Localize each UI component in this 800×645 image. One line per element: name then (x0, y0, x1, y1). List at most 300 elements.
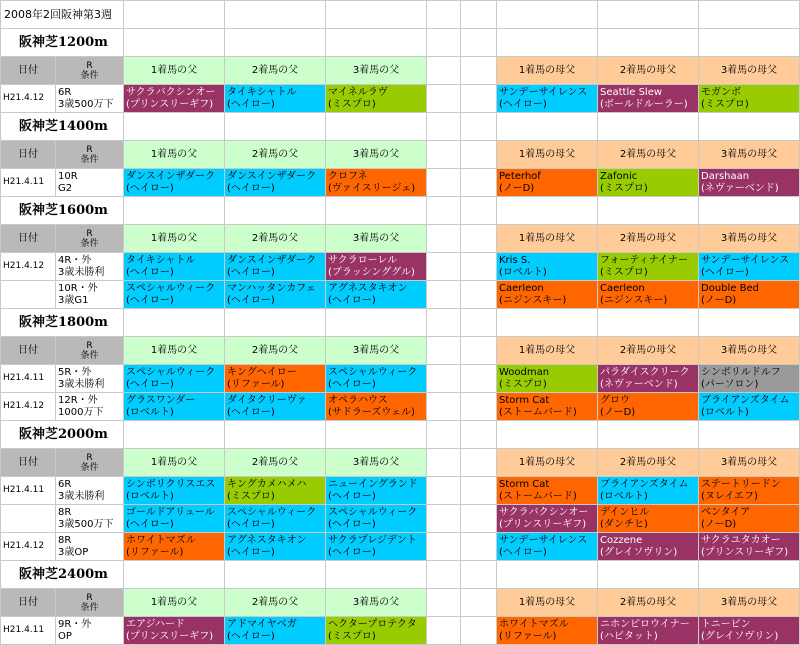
sire-line: (ヴァイスリージェ) (328, 182, 416, 194)
date-header[interactable]: 日付 (1, 589, 56, 617)
date-header[interactable]: 日付 (1, 225, 56, 253)
spacer-cell[interactable] (427, 169, 461, 197)
spacer-cell[interactable] (427, 449, 461, 477)
sire-cell-1[interactable] (124, 281, 225, 309)
race-row (1, 477, 800, 505)
race-row (1, 85, 800, 113)
sire-name: キングカメハメハ (227, 478, 307, 490)
sire-header-2[interactable]: 2着馬の父 (225, 589, 326, 617)
dam-sire-cell-2[interactable] (598, 477, 699, 505)
spacer-cell[interactable] (461, 337, 497, 365)
dam-sire-name: シンボリルドルフ (701, 366, 781, 378)
section-row-empty-cell[interactable] (598, 29, 699, 57)
sire-header-1[interactable]: 1着馬の父 (124, 589, 225, 617)
sire-name: スペシャルウィーク (328, 506, 418, 518)
section-row-empty-cell[interactable] (497, 113, 598, 141)
section-title-row (1, 421, 800, 449)
date-header[interactable]: 日付 (1, 57, 56, 85)
section-row-empty-cell[interactable] (461, 421, 497, 449)
race-date[interactable]: H21.4.11 (1, 477, 56, 505)
section-row-empty-cell[interactable] (598, 421, 699, 449)
race-class: 3歳未勝利 (58, 266, 105, 278)
section-row-empty-cell[interactable] (124, 29, 225, 57)
sire-cell-1[interactable] (124, 533, 225, 561)
sire-cell-1[interactable] (124, 393, 225, 421)
sire-header-3[interactable]: 3着馬の父 (326, 141, 427, 169)
section-row-empty-cell[interactable] (598, 197, 699, 225)
dam-sire-cell-3[interactable] (699, 533, 800, 561)
dam-sire-cell-3[interactable] (699, 253, 800, 281)
sire-header-2[interactable]: 2着馬の父 (225, 57, 326, 85)
spacer-cell[interactable] (461, 281, 497, 309)
race-condition[interactable] (56, 393, 124, 421)
section-row-empty-cell[interactable] (124, 421, 225, 449)
section-row-empty-cell[interactable] (326, 113, 427, 141)
race-row (1, 505, 800, 533)
sire-header-1[interactable]: 1着馬の父 (124, 141, 225, 169)
dam-sire-line: (ネヴァーベンド) (600, 378, 678, 390)
sire-header-3[interactable]: 3着馬の父 (326, 57, 427, 85)
header-row (1, 141, 800, 169)
dam-sire-cell-1[interactable] (497, 505, 598, 533)
dam-sire-name: パラダイスクリーク (600, 366, 690, 378)
dam-sire-header-2[interactable]: 2着馬の母父 (598, 225, 699, 253)
sire-line: (ヘイロー) (328, 490, 376, 502)
dam-sire-header-1[interactable]: 1着馬の母父 (497, 225, 598, 253)
race-header[interactable] (56, 449, 124, 477)
section-title[interactable]: 阪神芝1200m (1, 29, 124, 57)
race-condition[interactable] (56, 169, 124, 197)
sire-line: (ヘイロー) (126, 182, 174, 194)
section-title[interactable]: 阪神芝2000m (1, 421, 124, 449)
race-condition[interactable] (56, 253, 124, 281)
sire-cell-2[interactable] (225, 253, 326, 281)
spacer-cell[interactable] (461, 253, 497, 281)
section-row-empty-cell[interactable] (427, 561, 461, 589)
section-row-empty-cell[interactable] (326, 197, 427, 225)
section-row-empty-cell[interactable] (427, 197, 461, 225)
section-row-empty-cell[interactable] (225, 29, 326, 57)
sire-cell-1[interactable] (124, 505, 225, 533)
dam-sire-cell-2[interactable] (598, 617, 699, 645)
dam-sire-name: Peterhof (499, 170, 541, 182)
section-row-empty-cell[interactable] (497, 29, 598, 57)
sire-name: スペシャルウィーク (328, 366, 418, 378)
sire-cell-3[interactable] (326, 253, 427, 281)
title-row-empty-cell[interactable] (699, 1, 800, 29)
dam-sire-cell-2[interactable] (598, 281, 699, 309)
dam-sire-line: (リファール) (499, 630, 557, 642)
spacer-cell[interactable] (427, 505, 461, 533)
sire-name: オペラハウス (328, 394, 388, 406)
section-row-empty-cell[interactable] (497, 309, 598, 337)
sire-cell-3[interactable] (326, 393, 427, 421)
dam-sire-header-2[interactable]: 2着馬の母父 (598, 337, 699, 365)
dam-sire-line: (ミスプロ) (600, 182, 648, 194)
sire-cell-2[interactable] (225, 617, 326, 645)
title-row-empty-cell[interactable] (326, 1, 427, 29)
sire-line: (ヘイロー) (328, 518, 376, 530)
spacer-cell[interactable] (461, 617, 497, 645)
section-row-empty-cell[interactable] (124, 561, 225, 589)
sire-line: (リファール) (126, 546, 184, 558)
dam-sire-name: Zafonic (600, 170, 638, 182)
spacer-cell[interactable] (461, 393, 497, 421)
sire-line: (ヘイロー) (227, 98, 275, 110)
dam-sire-cell-3[interactable] (699, 281, 800, 309)
sire-cell-3[interactable] (326, 281, 427, 309)
sire-cell-1[interactable] (124, 253, 225, 281)
sire-name: サクラプレジデント (328, 534, 417, 546)
dam-sire-name: トニービン (701, 618, 751, 630)
dam-sire-cell-1[interactable] (497, 281, 598, 309)
sire-line: (ヘイロー) (227, 630, 275, 642)
spacer-cell[interactable] (427, 533, 461, 561)
sire-cell-2[interactable] (225, 477, 326, 505)
dam-sire-line: (パーソロン) (701, 378, 759, 390)
sire-name: アグネスタキオン (328, 282, 408, 294)
sire-header-1[interactable]: 1着馬の父 (124, 225, 225, 253)
section-row-empty-cell[interactable] (598, 561, 699, 589)
sire-header-2[interactable]: 2着馬の父 (225, 141, 326, 169)
sire-header-3[interactable]: 3着馬の父 (326, 337, 427, 365)
sire-cell-2[interactable] (225, 533, 326, 561)
spacer-cell[interactable] (461, 85, 497, 113)
dam-sire-name: ニホンピロウイナー (600, 618, 690, 630)
sire-line: (ロベルト) (126, 490, 174, 502)
dam-sire-header-1[interactable]: 1着馬の母父 (497, 57, 598, 85)
spacer-cell[interactable] (461, 57, 497, 85)
sire-header-2[interactable]: 2着馬の父 (225, 337, 326, 365)
race-date[interactable]: H21.4.12 (1, 253, 56, 281)
sire-name: ゴールドアリュール (126, 506, 215, 518)
section-row-empty-cell[interactable] (699, 561, 800, 589)
section-title-row (1, 113, 800, 141)
sire-name: アグネスタキオン (227, 534, 307, 546)
dam-sire-header-3[interactable]: 3着馬の母父 (699, 449, 800, 477)
sire-cell-3[interactable] (326, 617, 427, 645)
sire-cell-3[interactable] (326, 533, 427, 561)
sire-line: (ロベルト) (126, 406, 174, 418)
sire-cell-2[interactable] (225, 169, 326, 197)
dam-sire-header-3[interactable]: 3着馬の母父 (699, 225, 800, 253)
spacer-cell[interactable] (461, 533, 497, 561)
date-header[interactable]: 日付 (1, 337, 56, 365)
section-row-empty-cell[interactable] (497, 421, 598, 449)
race-header-bottom: 条件 (80, 154, 99, 165)
dam-sire-header-2[interactable]: 2着馬の母父 (598, 141, 699, 169)
sire-line: (ミスプロ) (227, 490, 275, 502)
section-row-empty-cell[interactable] (461, 561, 497, 589)
section-row-empty-cell[interactable] (225, 113, 326, 141)
sire-header-3[interactable]: 3着馬の父 (326, 589, 427, 617)
sire-header-1[interactable]: 1着馬の父 (124, 57, 225, 85)
race-header-top: R (86, 144, 93, 155)
title-row-empty-cell[interactable] (598, 1, 699, 29)
section-title[interactable]: 阪神芝1600m (1, 197, 124, 225)
section-row-empty-cell[interactable] (699, 29, 800, 57)
race-date[interactable]: H21.4.11 (1, 365, 56, 393)
section-row-empty-cell[interactable] (124, 309, 225, 337)
dam-sire-cell-1[interactable] (497, 477, 598, 505)
spacer-cell[interactable] (427, 393, 461, 421)
dam-sire-cell-1[interactable] (497, 617, 598, 645)
dam-sire-cell-2[interactable] (598, 85, 699, 113)
dam-sire-header-3[interactable]: 3着馬の母父 (699, 589, 800, 617)
sire-cell-2[interactable] (225, 505, 326, 533)
section-row-empty-cell[interactable] (326, 29, 427, 57)
section-row-empty-cell[interactable] (497, 561, 598, 589)
race-header[interactable] (56, 225, 124, 253)
dam-sire-line: (ノーD) (701, 294, 737, 306)
race-date[interactable]: H21.4.12 (1, 393, 56, 421)
dam-sire-line: (ノーD) (499, 182, 535, 194)
race-class: 3歳G1 (58, 294, 89, 306)
sire-line: (ヘイロー) (328, 378, 376, 390)
race-number: 5R・外 (58, 366, 92, 378)
sire-cell-3[interactable] (326, 169, 427, 197)
section-row-empty-cell[interactable] (225, 561, 326, 589)
race-condition[interactable] (56, 281, 124, 309)
sire-name: ヘクタープロテクタ (328, 618, 417, 630)
dam-sire-cell-3[interactable] (699, 505, 800, 533)
date-header[interactable]: 日付 (1, 141, 56, 169)
spacer-cell[interactable] (427, 617, 461, 645)
title-row-empty-cell[interactable] (225, 1, 326, 29)
race-row (1, 365, 800, 393)
race-date[interactable]: H21.4.12 (1, 533, 56, 561)
dam-sire-cell-2[interactable] (598, 365, 699, 393)
dam-sire-line: (グレイソヴリン) (701, 630, 779, 642)
sire-header-3[interactable]: 3着馬の父 (326, 449, 427, 477)
dam-sire-name: ブライアンズタイム (600, 478, 689, 490)
spacer-cell[interactable] (461, 169, 497, 197)
sire-line: (プリンスリーギフ) (126, 98, 214, 110)
dam-sire-cell-1[interactable] (497, 253, 598, 281)
race-header[interactable] (56, 337, 124, 365)
section-row-empty-cell[interactable] (427, 113, 461, 141)
race-header-top: R (86, 592, 93, 603)
sire-header-1[interactable]: 1着馬の父 (124, 337, 225, 365)
section-row-empty-cell[interactable] (699, 197, 800, 225)
spacer-cell[interactable] (461, 225, 497, 253)
dam-sire-header-2[interactable]: 2着馬の母父 (598, 57, 699, 85)
race-number: 10R (58, 170, 78, 182)
race-condition[interactable] (56, 365, 124, 393)
race-class: OP (58, 630, 72, 642)
dam-sire-header-2[interactable]: 2着馬の母父 (598, 589, 699, 617)
dam-sire-name: サクラバクシンオー (499, 506, 589, 518)
sire-line: (ヘイロー) (126, 518, 174, 530)
spacer-cell[interactable] (427, 57, 461, 85)
sire-cell-3[interactable] (326, 85, 427, 113)
dam-sire-cell-3[interactable] (699, 393, 800, 421)
section-row-empty-cell[interactable] (326, 421, 427, 449)
sire-cell-3[interactable] (326, 365, 427, 393)
sire-cell-1[interactable] (124, 169, 225, 197)
dam-sire-cell-3[interactable] (699, 617, 800, 645)
sire-cell-1[interactable] (124, 617, 225, 645)
title-row (1, 1, 800, 29)
dam-sire-cell-2[interactable] (598, 533, 699, 561)
dam-sire-line: (ストームバード) (499, 406, 577, 418)
section-title[interactable]: 阪神芝2400m (1, 561, 124, 589)
race-condition[interactable] (56, 505, 124, 533)
spacer-cell[interactable] (427, 589, 461, 617)
dam-sire-cell-1[interactable] (497, 85, 598, 113)
race-header-bottom: 条件 (80, 462, 99, 473)
section-row-empty-cell[interactable] (461, 309, 497, 337)
race-condition[interactable] (56, 477, 124, 505)
race-class: 3歳500万下 (58, 518, 114, 530)
section-row-empty-cell[interactable] (427, 421, 461, 449)
spacer-cell[interactable] (461, 141, 497, 169)
section-row-empty-cell[interactable] (124, 113, 225, 141)
section-row-empty-cell[interactable] (699, 421, 800, 449)
section-title[interactable]: 阪神芝1400m (1, 113, 124, 141)
sire-name: キングヘイロー (227, 366, 297, 378)
dam-sire-line: (ボールドルーラー) (600, 98, 688, 110)
title-row-empty-cell[interactable] (497, 1, 598, 29)
dam-sire-cell-1[interactable] (497, 533, 598, 561)
spacer-cell[interactable] (461, 477, 497, 505)
race-condition[interactable] (56, 617, 124, 645)
dam-sire-header-1[interactable]: 1着馬の母父 (497, 449, 598, 477)
sire-line: (ヘイロー) (227, 406, 275, 418)
sire-cell-2[interactable] (225, 365, 326, 393)
section-row-empty-cell[interactable] (699, 113, 800, 141)
spacer-cell[interactable] (461, 589, 497, 617)
section-row-empty-cell[interactable] (461, 197, 497, 225)
sire-name: ダイタクリーヴァ (227, 394, 307, 406)
dam-sire-cell-2[interactable] (598, 169, 699, 197)
dam-sire-cell-2[interactable] (598, 505, 699, 533)
dam-sire-name: Caerleon (600, 282, 645, 294)
section-row-empty-cell[interactable] (461, 29, 497, 57)
dam-sire-cell-1[interactable] (497, 393, 598, 421)
dam-sire-cell-1[interactable] (497, 365, 598, 393)
section-row-empty-cell[interactable] (427, 309, 461, 337)
section-row-empty-cell[interactable] (598, 113, 699, 141)
spacer-cell[interactable] (427, 253, 461, 281)
section-row-empty-cell[interactable] (225, 421, 326, 449)
race-date[interactable]: H21.4.11 (1, 169, 56, 197)
spacer-cell[interactable] (427, 225, 461, 253)
title-row-empty-cell[interactable] (124, 1, 225, 29)
dam-sire-header-3[interactable]: 3着馬の母父 (699, 57, 800, 85)
dam-sire-cell-3[interactable] (699, 365, 800, 393)
sire-cell-3[interactable] (326, 477, 427, 505)
section-row-empty-cell[interactable] (427, 29, 461, 57)
sire-name: サクラローレル (328, 254, 398, 266)
dam-sire-header-2[interactable]: 2着馬の母父 (598, 449, 699, 477)
dam-sire-name: Caerleon (499, 282, 544, 294)
sire-line: (ヘイロー) (227, 294, 275, 306)
section-row-empty-cell[interactable] (497, 197, 598, 225)
spacer-cell[interactable] (461, 449, 497, 477)
dam-sire-header-1[interactable]: 1着馬の母父 (497, 141, 598, 169)
dam-sire-line: (ミスプロ) (499, 378, 547, 390)
race-date[interactable] (1, 505, 56, 533)
race-header[interactable] (56, 57, 124, 85)
sire-cell-1[interactable] (124, 477, 225, 505)
section-row-empty-cell[interactable] (225, 309, 326, 337)
dam-sire-cell-1[interactable] (497, 169, 598, 197)
section-title[interactable]: 阪神芝1800m (1, 309, 124, 337)
section-row-empty-cell[interactable] (699, 309, 800, 337)
sire-cell-2[interactable] (225, 393, 326, 421)
sire-cell-1[interactable] (124, 365, 225, 393)
dam-sire-name: グロウ (600, 394, 630, 406)
race-date[interactable]: H21.4.12 (1, 85, 56, 113)
sire-name: タイキシャトル (227, 86, 297, 98)
section-row-empty-cell[interactable] (326, 561, 427, 589)
sire-line: (ヘイロー) (328, 546, 376, 558)
dam-sire-header-1[interactable]: 1着馬の母父 (497, 337, 598, 365)
dam-sire-cell-2[interactable] (598, 393, 699, 421)
race-row (1, 617, 800, 645)
sire-header-2[interactable]: 2着馬の父 (225, 225, 326, 253)
sire-cell-1[interactable] (124, 85, 225, 113)
spacer-cell[interactable] (427, 141, 461, 169)
section-row-empty-cell[interactable] (225, 197, 326, 225)
race-date[interactable]: H21.4.11 (1, 617, 56, 645)
dam-sire-header-1[interactable]: 1着馬の母父 (497, 589, 598, 617)
dam-sire-header-3[interactable]: 3着馬の母父 (699, 337, 800, 365)
race-condition[interactable] (56, 533, 124, 561)
dam-sire-name: Woodman (499, 366, 550, 378)
sire-name: マイネルラヴ (328, 86, 388, 98)
dam-sire-line: (ヘイロー) (499, 546, 547, 558)
section-row-empty-cell[interactable] (124, 197, 225, 225)
dam-sire-line: (ノーD) (701, 518, 737, 530)
spacer-cell[interactable] (427, 365, 461, 393)
sire-cell-3[interactable] (326, 505, 427, 533)
sire-header-2[interactable]: 2着馬の父 (225, 449, 326, 477)
race-condition[interactable] (56, 85, 124, 113)
dam-sire-header-3[interactable]: 3着馬の母父 (699, 141, 800, 169)
race-header[interactable] (56, 141, 124, 169)
spacer-cell[interactable] (427, 337, 461, 365)
spacer-cell[interactable] (427, 477, 461, 505)
spacer-cell[interactable] (427, 85, 461, 113)
section-row-empty-cell[interactable] (326, 309, 427, 337)
race-header[interactable] (56, 589, 124, 617)
section-row-empty-cell[interactable] (598, 309, 699, 337)
race-class: 1000万下 (58, 406, 104, 418)
dam-sire-cell-2[interactable] (598, 253, 699, 281)
dam-sire-cell-3[interactable] (699, 169, 800, 197)
sire-header-3[interactable]: 3着馬の父 (326, 225, 427, 253)
race-date[interactable] (1, 281, 56, 309)
spacer-cell[interactable] (427, 281, 461, 309)
title-row-empty-cell[interactable] (461, 1, 497, 29)
dam-sire-name: ベンタイア (701, 506, 751, 518)
sire-header-1[interactable]: 1着馬の父 (124, 449, 225, 477)
spacer-cell[interactable] (461, 365, 497, 393)
section-row-empty-cell[interactable] (461, 113, 497, 141)
sheet-title[interactable]: 2008年2回阪神第3週 (1, 1, 124, 29)
sire-cell-2[interactable] (225, 85, 326, 113)
title-row-empty-cell[interactable] (427, 1, 461, 29)
sire-cell-2[interactable] (225, 281, 326, 309)
date-header[interactable]: 日付 (1, 449, 56, 477)
dam-sire-cell-3[interactable] (699, 477, 800, 505)
dam-sire-cell-3[interactable] (699, 85, 800, 113)
spacer-cell[interactable] (461, 505, 497, 533)
dam-sire-name: サンデーサイレンス (499, 534, 588, 546)
dam-sire-name: Storm Cat (499, 394, 550, 406)
